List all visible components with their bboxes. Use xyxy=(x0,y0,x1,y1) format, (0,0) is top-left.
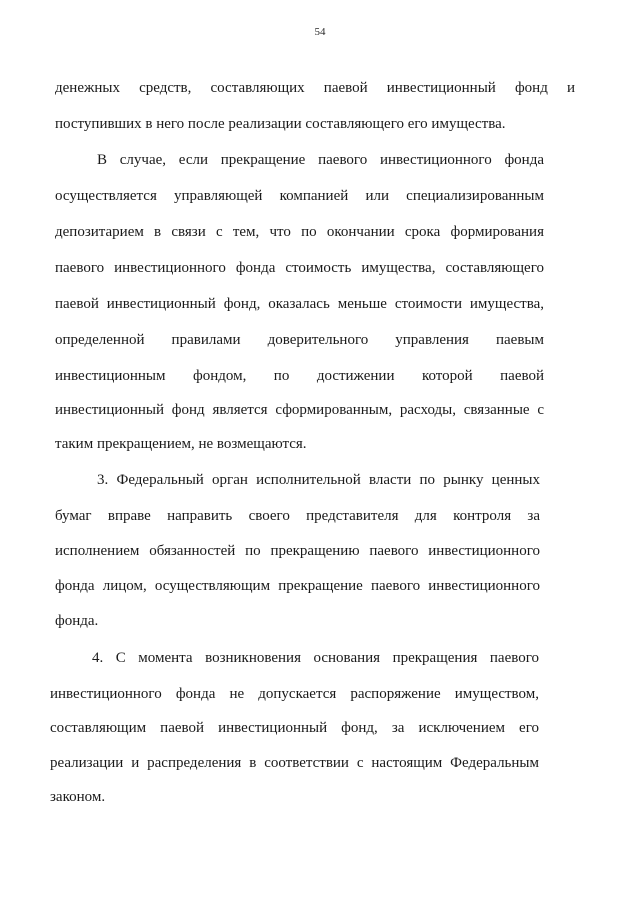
text-line: исполнением обязанностей по прекращению паевого инвестиционного xyxy=(55,543,540,559)
text-line: денежных средств, составляющих паевой инвестиционный фонд и xyxy=(55,80,575,96)
text-line: инвестиционным фондом, по достижении которой паевой xyxy=(55,368,544,384)
text-line: В случае, если прекращение паевого инвестиционного фонда xyxy=(97,152,544,168)
text-line: инвестиционный фонд является сформированным, расходы, связанные с xyxy=(55,402,544,418)
text-line: паевого инвестиционного фонда стоимость имущества, составляющего xyxy=(55,260,544,276)
page-number: 54 xyxy=(314,26,326,38)
text-line: определенной правилами доверительного управления паевым xyxy=(55,332,544,348)
text-line: фонда. xyxy=(55,613,99,629)
text-line: паевой инвестиционный фонд, оказалась меньше стоимости имущества, xyxy=(55,296,544,312)
text-line: 4. С момента возникновения основания прекращения паевого xyxy=(92,650,539,666)
text-line: депозитарием в связи с тем, что по окончании срока формирования xyxy=(55,224,544,240)
text-line: составляющим паевой инвестиционный фонд, за исключением его xyxy=(50,720,539,736)
text-line: бумаг вправе направить своего представителя для контроля за xyxy=(55,508,540,524)
text-line: таким прекращением, не возмещаются. xyxy=(55,436,307,452)
text-line: осуществляется управляющей компанией или специализированным xyxy=(55,188,544,204)
text-line: реализации и распределения в соответствии с настоящим Федеральным xyxy=(50,755,539,771)
text-line: поступивших в него после реализации составляющего его имущества. xyxy=(55,116,506,132)
text-line: инвестиционного фонда не допускается распоряжение имуществом, xyxy=(50,686,539,702)
text-line: законом. xyxy=(50,789,106,805)
text-line: фонда лицом, осуществляющим прекращение паевого инвестиционного xyxy=(55,578,540,594)
text-line: 3. Федеральный орган исполнительной власти по рынку ценных xyxy=(97,472,540,488)
